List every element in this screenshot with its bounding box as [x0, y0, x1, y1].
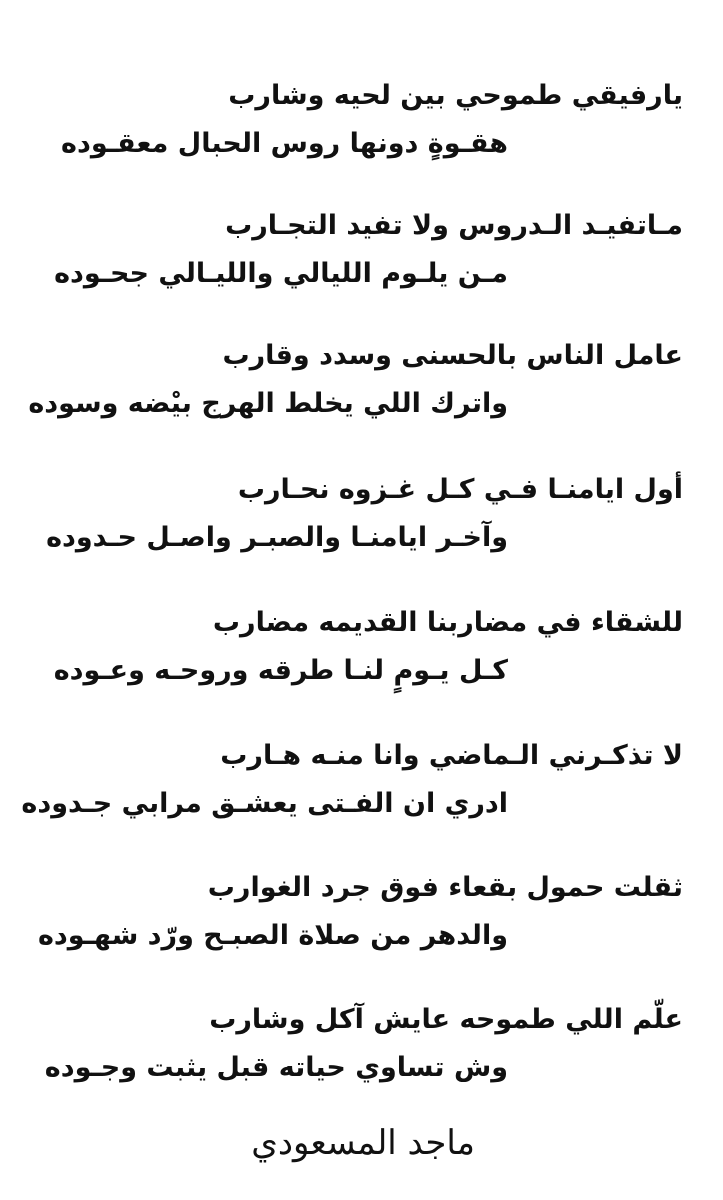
- verse-line-first: للشقاء في مضاربنا القديمه مضارب: [212, 607, 683, 638]
- verse-line-second: هقـوةٍ دونها روس الحبال معقـوده: [61, 128, 508, 159]
- verse-line-first: عامل الناس بالحسنى وسدد وقارب: [222, 340, 683, 371]
- stanza-2: [54, 206, 683, 306]
- stanza-7: [37, 868, 683, 968]
- stanza-8: [44, 1000, 683, 1100]
- verse-line-second: وآخـر ايامنـا والصبـر واصـل حـدوده: [46, 522, 508, 553]
- author-signature: ماجد المسعودي: [251, 1123, 475, 1163]
- verse-line-first: أول ايامنـا فـي كـل غـزوه نحـارب: [237, 474, 683, 505]
- stanza-5: [53, 603, 683, 703]
- stanza-4: [46, 470, 683, 570]
- verse-line-second: وش تساوي حياته قبل يثبت وجـوده: [44, 1052, 508, 1083]
- verse-line-first: علّم اللي طموحه عايش آكل وشارب: [209, 1004, 683, 1035]
- verse-line-second: والدهر من صلاة الصبـح ورّد شهـوده: [37, 920, 508, 951]
- verse-line-second: ادري ان الفـتى يعشـق مرابي جـدوده: [21, 788, 508, 819]
- stanza-3: [28, 336, 683, 436]
- verse-line-first: مـاتفيـد الـدروس ولا تفيد التجـارب: [225, 210, 683, 241]
- stanza-1: [60, 76, 683, 176]
- verse-line-second: مـن يلـوم الليالي والليـالي جحـوده: [54, 258, 508, 289]
- verse-line-second: واترك اللي يخلط الهرج بيْضه وسوده: [28, 388, 508, 419]
- verse-line-first: لا تذكـرني الـماضي وانا منـه هـارب: [220, 740, 683, 771]
- stanza-6: [21, 736, 683, 836]
- verse-line-second: كـل يـومٍ لنـا طرقه وروحـه وعـوده: [53, 655, 508, 686]
- verse-line-first: يارفيقي طموحي بين لحيه وشارب: [228, 80, 683, 111]
- verse-line-first: ثقلت حمول بقعاء فوق جرد الغوارب: [207, 872, 683, 903]
